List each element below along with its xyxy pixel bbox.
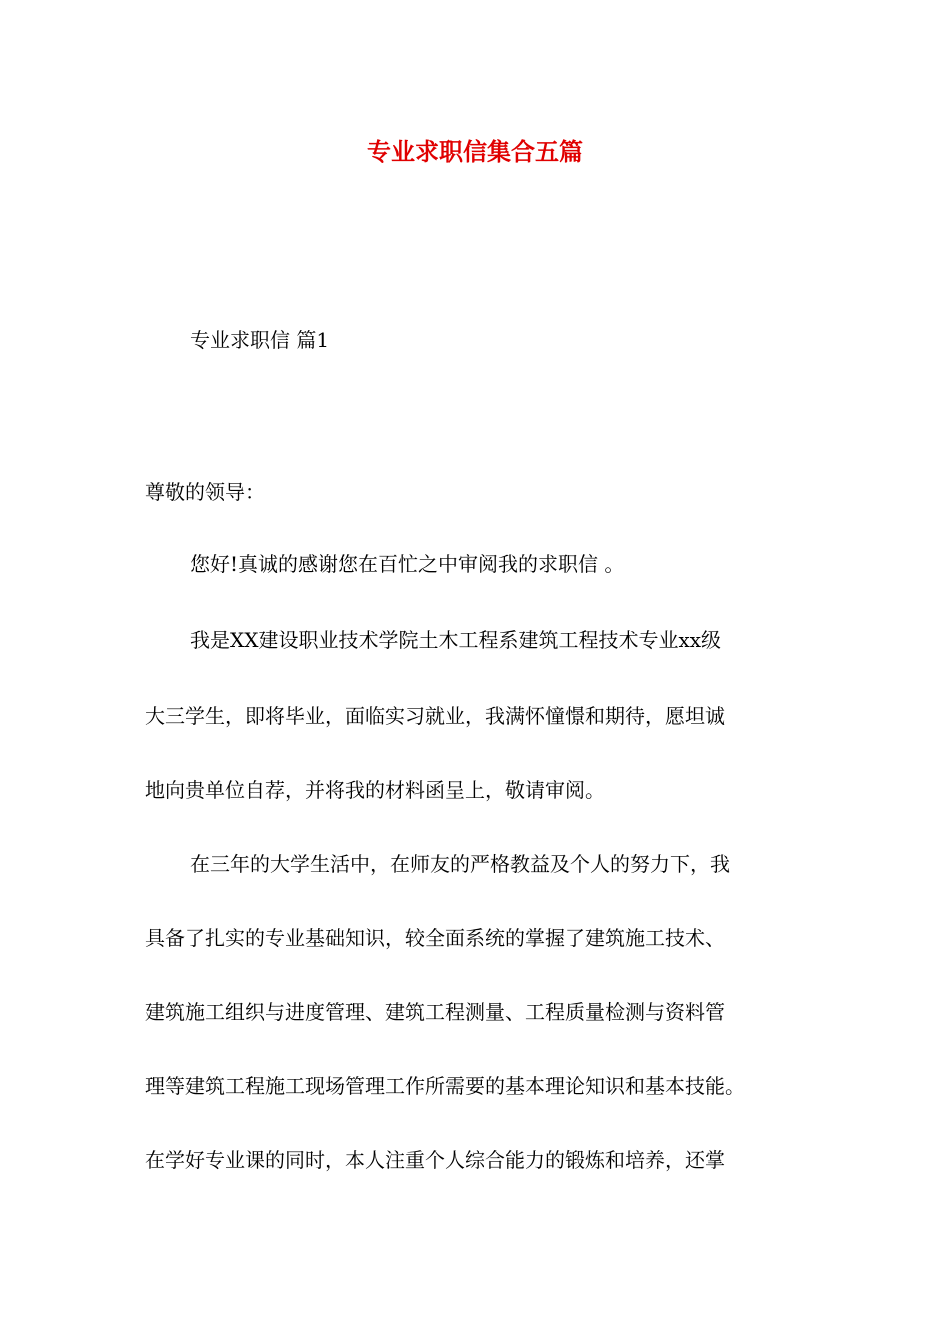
paragraph-line: 地向贵单位自荐，并将我的材料函呈上，敬请审阅。 <box>145 778 605 802</box>
paragraph-line: 大三学生，即将毕业，面临实习就业，我满怀憧憬和期待，愿坦诚 <box>145 704 725 728</box>
document-title: 专业求职信集合五篇 <box>367 137 583 166</box>
paragraph-line: 建筑施工组织与进度管理、建筑工程测量、工程质量检测与资料管 <box>145 1000 725 1024</box>
paragraph-line: 在学好专业课的同时，本人注重个人综合能力的锻炼和培养，还掌 <box>145 1148 725 1172</box>
paragraph-line: 您好!真诚的感谢您在百忙之中审阅我的求职信 。 <box>190 552 625 576</box>
paragraph-line: 在三年的大学生活中，在师友的严格教益及个人的努力下，我 <box>190 852 730 876</box>
paragraph-line: 具备了扎实的专业基础知识，较全面系统的掌握了建筑施工技术、 <box>145 926 725 950</box>
paragraph-line: 我是XX建设职业技术学院土木工程系建筑工程技术专业xx级 <box>190 628 722 652</box>
section-heading: 专业求职信 篇1 <box>190 328 330 352</box>
paragraph-line: 理等建筑工程施工现场管理工作所需要的基本理论知识和基本技能。 <box>145 1074 745 1098</box>
salutation: 尊敬的领导： <box>145 480 265 504</box>
